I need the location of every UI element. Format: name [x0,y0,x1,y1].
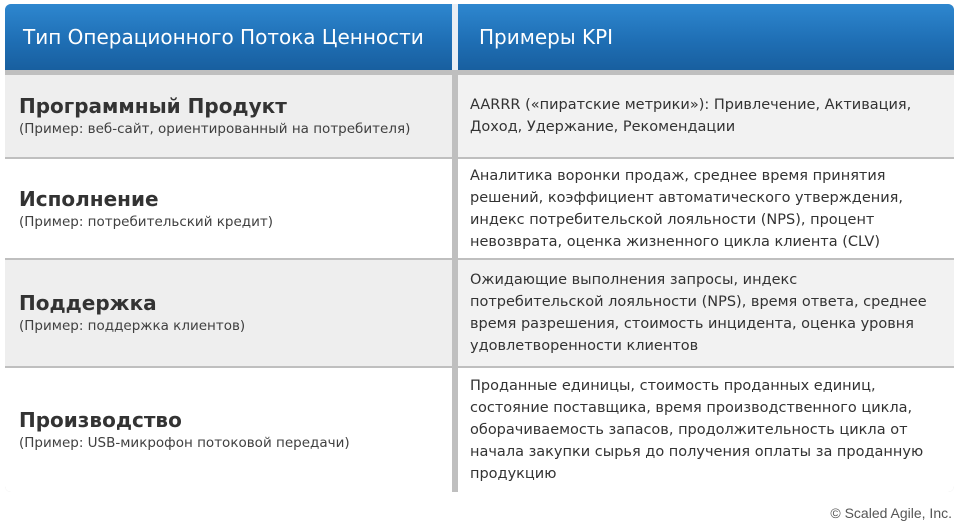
stream-cell [5,368,452,492]
kpi-text: Ожидающие выполнения запросы, индекс потребительской лояльности (NPS), время ответа, среднее время разрешения, стоимость инцидента, оценка уровня удовлетворенности клиентов [470,272,927,354]
table-row [5,75,954,157]
stream-name: Исполнение [19,186,159,211]
header-kpi-examples: Примеры KPI [479,25,614,49]
stream-cell [5,75,452,157]
kpi-text: AARRR («пиратские метрики»): Привлечение, Активация, Доход, Удержание, Рекомендации [470,97,912,135]
stream-cell [5,260,452,366]
header-stream-type: Тип Операционного Потока Ценности [23,25,424,49]
stream-example: (Пример: поддержка клиентов) [19,318,246,334]
kpi-cell [458,368,954,492]
stream-example: (Пример: USB-микрофон потоковой передачи) [19,435,350,451]
stream-name: Производство [19,408,182,432]
kpi-cell [458,159,954,258]
table-header [5,4,954,70]
stream-example: (Пример: потребительский кредит) [19,213,274,230]
copyright-notice: © Scaled Agile, Inc. [830,505,952,521]
table-row [5,260,954,366]
kpi-table [5,4,954,492]
stream-name: Программный Продукт [19,94,287,118]
kpi-text: Проданные единицы, стоимость проданных единиц, состояние поставщика, время производственного цикла, оборачиваемость запасов, продолжительность цикла от начала закупки сырья до получения оплаты за проданную продукцию [470,378,924,482]
header-divider [452,4,458,70]
kpi-text: Аналитика воронки продаж, среднее время принятия решений, коэффициент автоматического утверждения, индекс потребительской лояльности (NPS), процент невозврата, оценка жизненного цикла клиента (CLV) [470,167,903,250]
kpi-cell [458,260,954,366]
table-row [5,368,954,492]
kpi-cell [458,75,954,157]
stream-example: (Пример: веб-сайт, ориентированный на потребителя) [19,121,411,137]
stream-cell [5,159,452,258]
stream-name: Поддержка [19,291,157,315]
table-row [5,159,954,258]
